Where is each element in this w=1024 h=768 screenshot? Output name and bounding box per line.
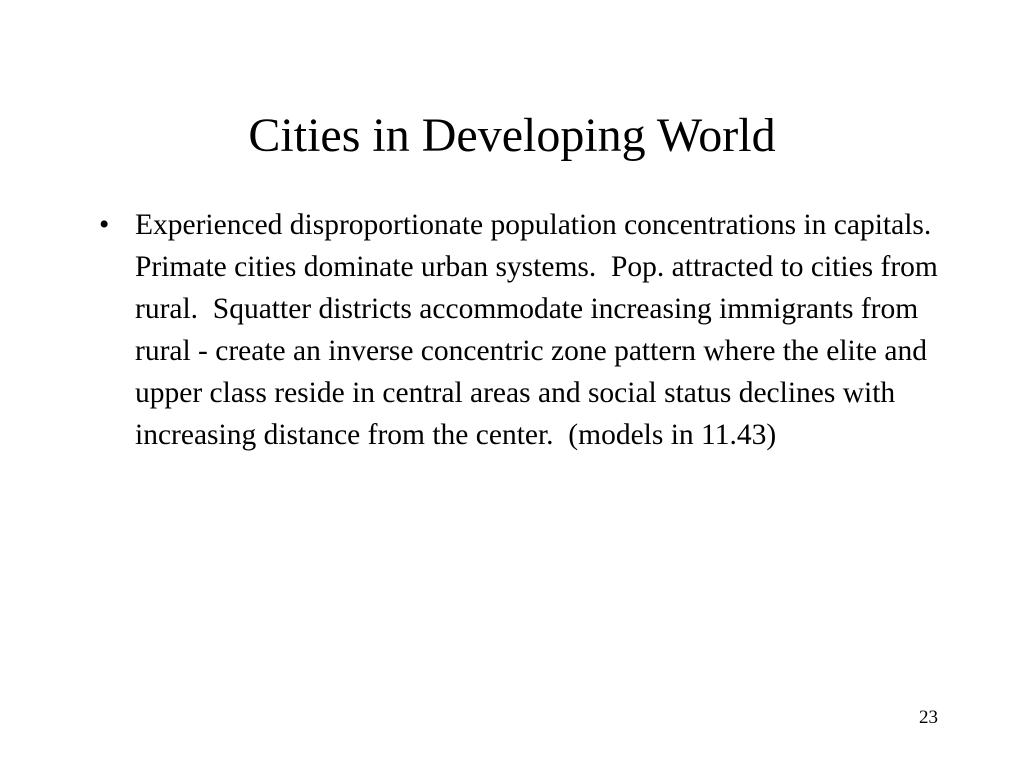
page-number: 23: [919, 707, 938, 728]
slide-title: Cities in Developing World: [248, 109, 776, 162]
bullet-text: Experienced disproportionate population concentrations in capitals. Primate cities dominate urban systems. Pop. attracted to cities from rural. Squatter districts accommodate increasing immigrants from rural - create an inverse concentric zone pattern where the elite and upper class reside in central areas and social status declines with increasing distance from the center. (models in 11.43): [135, 209, 947, 451]
bullet-item: [96, 204, 946, 456]
bullet-icon: •: [99, 209, 110, 241]
bullet-list: [96, 204, 946, 456]
